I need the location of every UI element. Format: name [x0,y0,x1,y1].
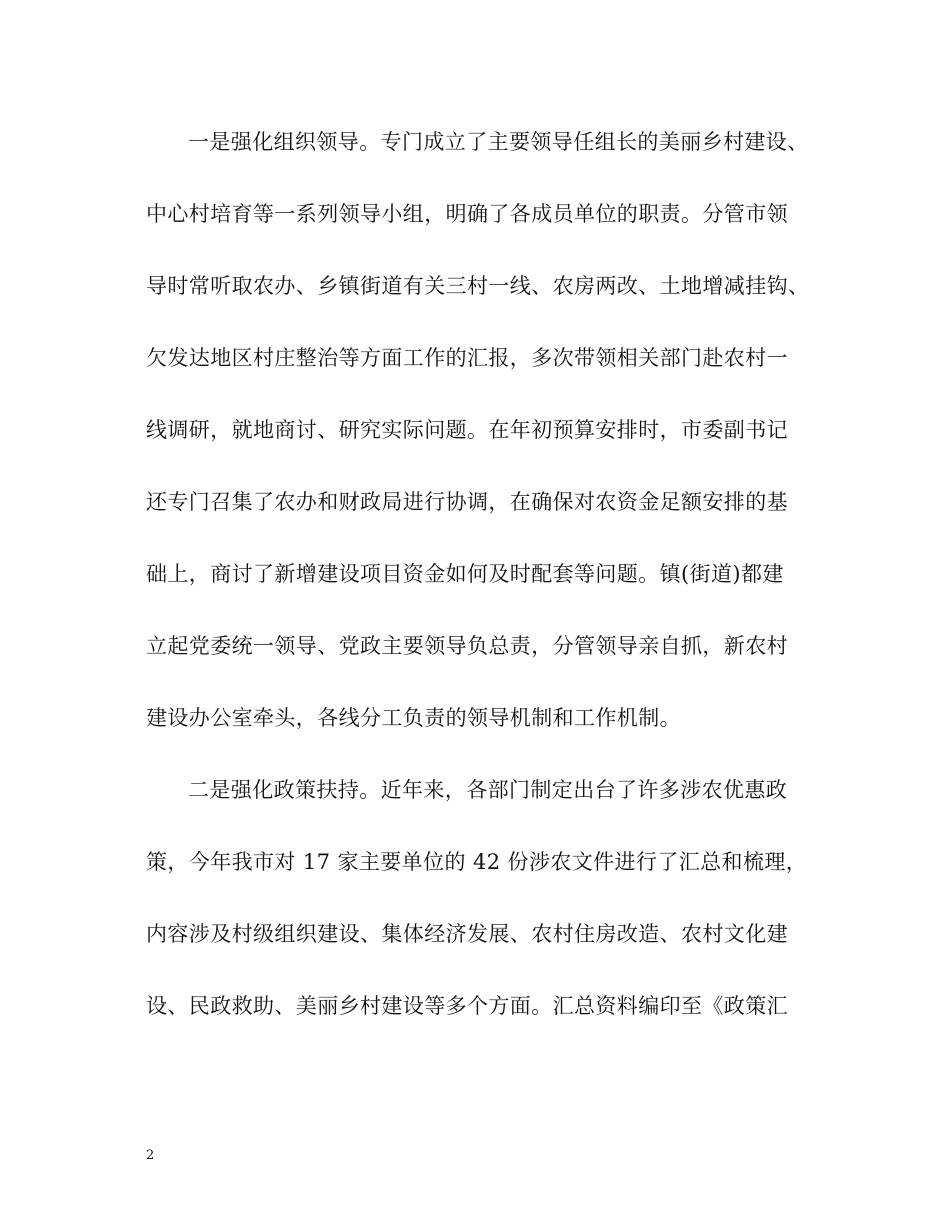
paragraph-1-line-5: 线调研，就地商讨、研究实际问题。在年初预算安排时，市委副书记 [146,418,788,442]
paragraph-1-line-7: 础上，商讨了新增建设项目资金如何及时配套等问题。镇(街道)都建 [146,562,784,586]
paragraph-1-line-6: 还专门召集了农办和财政局进行协调，在确保对农资金足额安排的基 [146,490,788,514]
paragraph-2-line-4: 设、民政救助、美丽乡村建设等多个方面。汇总资料编印至《政策汇 [146,994,788,1018]
paragraph-2-line-2: 策，今年我市对 17 家主要单位的 42 份涉农文件进行了汇总和梳理， [146,850,808,874]
paragraph-1-line-4: 欠发达地区村庄整治等方面工作的汇报，多次带领相关部门赴农村一 [146,346,788,370]
paragraph-2-line-1: 二是强化政策扶持。近年来，各部门制定出台了许多涉农优惠政 [188,778,788,802]
paragraph-1-line-9: 建设办公室牵头，各线分工负责的领导机制和工作机制。 [146,706,681,730]
paragraph-1-line-2: 中心村培育等一系列领导小组，明确了各成员单位的职责。分管市领 [146,202,788,226]
paragraph-1-line-8: 立起党委统一领导、党政主要领导负总责，分管领导亲自抓，新农村 [146,634,788,658]
body-text [146,122,810,1058]
paragraph-1-line-1: 一是强化组织领导。专门成立了主要领导任组长的美丽乡村建设、 [188,130,809,154]
paragraph-1-line-3: 导时常听取农办、乡镇街道有关三村一线、农房两改、土地增减挂钩、 [146,274,810,298]
paragraph-2-line-3: 内容涉及村级组织建设、集体经济发展、农村住房改造、农村文化建 [146,922,788,946]
page-number: 2 [146,1148,155,1163]
